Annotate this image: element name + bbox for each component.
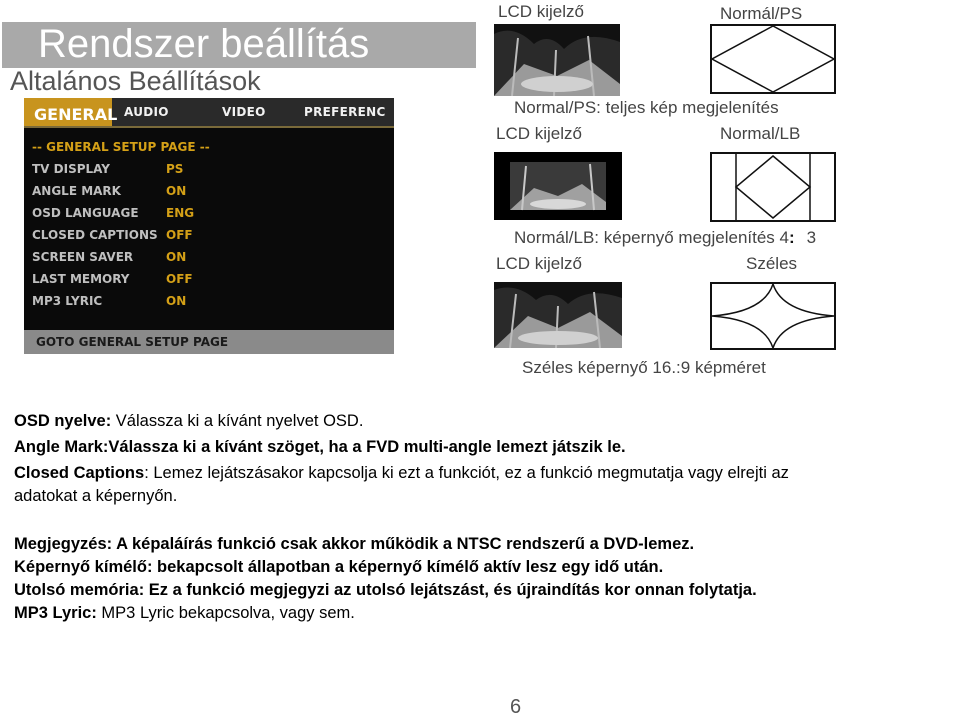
osd-row-label: ANGLE MARK	[32, 184, 121, 198]
osd-row-value: ON	[166, 184, 187, 198]
para-closed-captions-label: Closed Captions	[14, 464, 145, 482]
fig-lb-left-label: LCD kijelző	[496, 124, 582, 143]
osd-row-label: LAST MEMORY	[32, 272, 130, 286]
para-mp3-lyric	[14, 602, 355, 624]
fig-wide-right-label: Széles	[746, 254, 798, 273]
osd-row-value: PS	[166, 162, 184, 176]
fig-ps-right-label: Normál/PS	[720, 4, 803, 23]
para-osd-language-text: Válassza ki a kívánt nyelvet OSD.	[111, 412, 364, 430]
osd-row-label: OSD LANGUAGE	[32, 206, 139, 220]
para-closed-captions-text: : Lemez lejátszásakor kapcsolja ki ezt a funkciót, ez a funkció megmutatja vagy elrejti az	[144, 464, 789, 482]
page-number: 6	[510, 696, 522, 718]
osd-row-closed-captions[interactable]	[32, 228, 193, 242]
osd-tab-general[interactable]	[24, 98, 118, 126]
osd-tab-general-label: GENERAL	[34, 105, 118, 124]
fig-lb-right-label: Normal/LB	[720, 124, 801, 143]
para-osd-language	[14, 410, 363, 432]
osd-tab-underline	[24, 126, 394, 128]
osd-row-mp3-lyric[interactable]	[32, 294, 186, 308]
fig-lb-caption	[514, 228, 816, 248]
para-mp3-lyric-text: MP3 Lyric bekapcsolva, vagy sem.	[96, 604, 355, 622]
para-last-memory: Utolsó memória: Ez a funkció megjegyzi az utolsó lejátszást, és újraindítás kor onnan folytatja.	[14, 581, 757, 599]
fig-lb-tree-photo	[494, 152, 622, 220]
osd-row-value: OFF	[166, 272, 193, 286]
osd-tab-video[interactable]: VIDEO	[222, 105, 266, 119]
osd-page-title: -- GENERAL SETUP PAGE --	[32, 140, 210, 154]
fig-ps-left-label: LCD kijelző	[498, 2, 584, 21]
para-note: Megjegyzés: A képaláírás funkció csak akkor működik a NTSC rendszerű a DVD-lemez.	[14, 535, 695, 553]
osd-row-value: ON	[166, 250, 187, 264]
fig-ps-caption: Normal/PS: teljes kép megjelenítés	[514, 98, 779, 117]
osd-row-value: ON	[166, 294, 187, 308]
osd-row-label: MP3 LYRIC	[32, 294, 103, 308]
osd-tab-bar	[24, 98, 394, 126]
fig-lb-caption-colon: :	[788, 228, 795, 247]
fig-ps-frame-diagram	[710, 24, 836, 94]
osd-tab-preference[interactable]: PREFERENC	[304, 105, 386, 119]
osd-row-osd-language[interactable]	[32, 206, 194, 220]
para-mp3-lyric-label: MP3 Lyric:	[14, 604, 97, 622]
osd-row-last-memory[interactable]	[32, 272, 193, 286]
osd-footer-bar	[24, 330, 394, 354]
fig-lb-frame-diagram	[710, 152, 836, 222]
fig-lb-caption-ratio: 3	[806, 228, 817, 247]
osd-footer-label: GOTO GENERAL SETUP PAGE	[36, 335, 229, 349]
para-closed-captions	[14, 462, 789, 484]
osd-row-angle-mark[interactable]	[32, 184, 186, 198]
fig-lb-caption-main: Normál/LB: képernyő megjelenítés 4	[514, 228, 789, 247]
osd-row-label: TV DISPLAY	[32, 162, 110, 176]
fig-ps-tree-photo	[494, 24, 620, 96]
osd-menu-screenshot	[24, 98, 394, 354]
fig-wide-frame-diagram	[710, 282, 836, 350]
para-osd-language-label: OSD nyelve:	[14, 412, 112, 430]
fig-wide-tree-photo	[494, 282, 622, 348]
page-title: Rendszer beállítás	[38, 22, 370, 66]
osd-row-tv-display[interactable]	[32, 162, 183, 176]
osd-row-value: OFF	[166, 228, 193, 242]
osd-row-screen-saver[interactable]	[32, 250, 186, 264]
osd-row-label: SCREEN SAVER	[32, 250, 134, 264]
fig-wide-left-label: LCD kijelző	[496, 254, 582, 273]
osd-row-label: CLOSED CAPTIONS	[32, 228, 158, 242]
fig-wide-caption: Széles képernyő 16.:9 képméret	[522, 358, 766, 377]
para-screen-saver: Képernyő kímélő: bekapcsolt állapotban a képernyő kímélő aktív lesz egy idő után.	[14, 558, 664, 576]
osd-row-value: ENG	[166, 206, 195, 220]
para-closed-captions-cont: adatokat a képernyőn.	[14, 487, 178, 505]
page-subtitle: Altalános Beállítások	[10, 66, 261, 96]
para-angle-mark: Angle Mark:Válassza ki a kívánt szöget, ha a FVD multi-angle lemezt játszik le.	[14, 438, 626, 456]
osd-tab-audio[interactable]: AUDIO	[124, 105, 169, 119]
